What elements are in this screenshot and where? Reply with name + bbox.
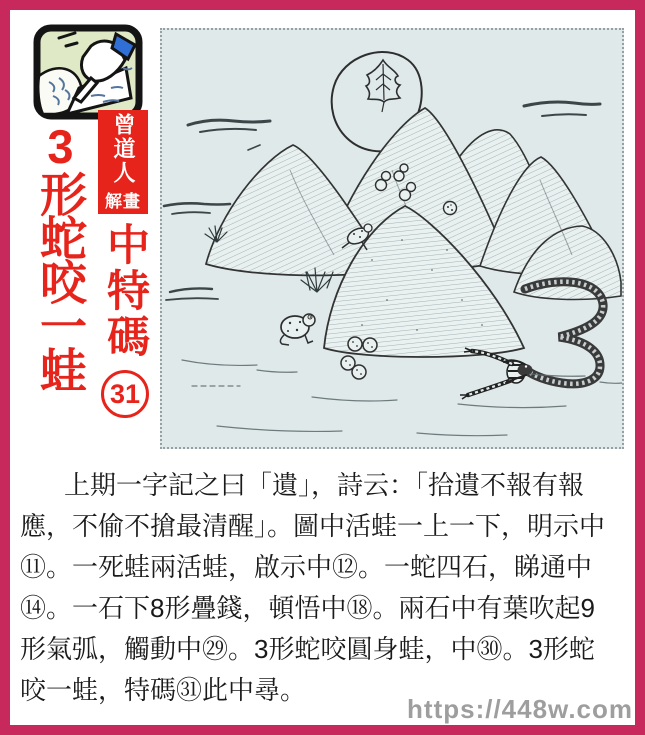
subtitle bbox=[96, 222, 154, 418]
watermark: https://448w.com bbox=[407, 694, 633, 724]
body-line: ⑭。一石下8形疊錢，頓悟中⑱。兩石中有葉吹起9 bbox=[20, 593, 595, 623]
special-number-badge: 31 bbox=[101, 370, 149, 418]
ground-strokes bbox=[182, 360, 622, 436]
body-line: 咬一蛙，特碼㉛此中尋。 bbox=[20, 675, 307, 705]
illustration-panel bbox=[160, 28, 624, 449]
badge-line1: 曾道人 bbox=[111, 113, 136, 185]
body-line: ⑪。一死蛙兩活蛙，啟示中⑫。一蛇四石，睇通中 bbox=[20, 552, 593, 582]
left-frog bbox=[280, 314, 315, 345]
hand-drawing-icon bbox=[33, 24, 143, 120]
body-text bbox=[20, 465, 634, 711]
body-line: 上期一字記之曰「遺」，詩云：「拾遺不報有報 bbox=[64, 470, 585, 500]
subtitle-text: 中特碼 bbox=[101, 222, 149, 360]
body-line: 應，不偷不搶最清醒」。圖中活蛙一上一下，明示中 bbox=[20, 511, 606, 541]
badge-line2: 解畫 bbox=[105, 192, 141, 211]
body-line: 形氣弧，觸動中㉙。3形蛇咬圓身蛙，中㉚。3形蛇 bbox=[20, 634, 595, 664]
master-badge bbox=[98, 110, 148, 214]
headline: 3形蛇咬一蛙 bbox=[34, 120, 87, 390]
